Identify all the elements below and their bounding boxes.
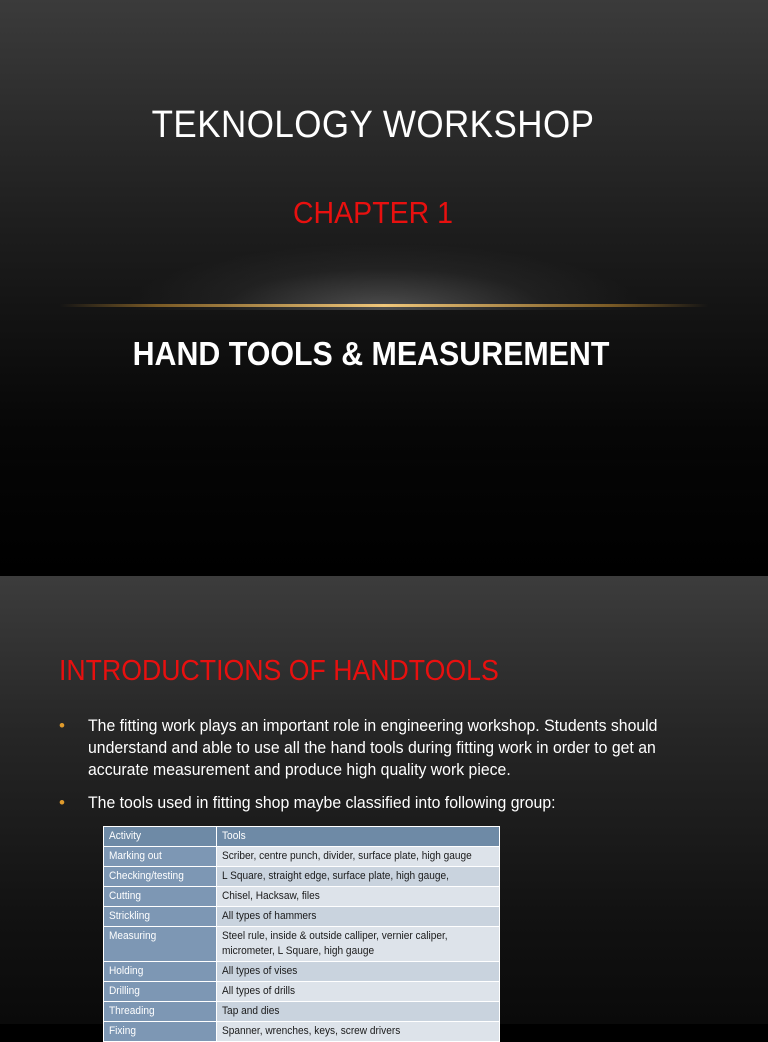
activity-cell [104, 867, 217, 887]
activity-text: Measuring [109, 930, 157, 942]
table-row [104, 867, 500, 887]
tools-text: All types of drills [222, 985, 296, 997]
activity-text: Threading [109, 1005, 155, 1017]
activity-cell [104, 962, 217, 982]
table-row [104, 982, 500, 1002]
tools-text: Chisel, Hacksaw, files [222, 890, 321, 902]
bullet-item [59, 792, 709, 814]
activity-text: Checking/testing [109, 870, 184, 882]
activity-cell [104, 847, 217, 867]
tools-text: L Square, straight edge, surface plate, high gauge, [222, 870, 450, 882]
header-text: Activity [109, 830, 142, 842]
tools-text: Spanner, wrenches, keys, screw drivers [222, 1025, 401, 1037]
column-header-activity [104, 827, 217, 847]
tools-text: All types of hammers [222, 910, 317, 922]
activity-text: Fixing [109, 1025, 136, 1037]
tools-cell [217, 907, 500, 927]
activity-cell [104, 927, 217, 962]
tools-text: All types of vises [222, 965, 298, 977]
table-header-row [104, 827, 500, 847]
table-row [104, 1002, 500, 1022]
activity-cell [104, 982, 217, 1002]
activity-text: Cutting [109, 890, 142, 902]
activity-text: Marking out [109, 850, 162, 862]
bullet-dot-icon: • [59, 793, 65, 812]
table-row [104, 887, 500, 907]
tools-cell [217, 887, 500, 907]
bullet-text: The tools used in fitting shop maybe classified into following group: [88, 793, 556, 812]
gold-divider-line [60, 304, 708, 307]
tools-cell [217, 867, 500, 887]
activity-text: Strickling [109, 910, 151, 922]
tools-text: Scriber, centre punch, divider, surface plate, high gauge [222, 850, 473, 862]
content-slide [0, 576, 768, 1037]
table-row [104, 907, 500, 927]
spotlight-glow [130, 245, 638, 310]
activity-cell [104, 1022, 217, 1042]
tools-cell [217, 1002, 500, 1022]
slide-subtitle: HAND TOOLS & MEASUREMENT [132, 335, 610, 372]
tools-cell [217, 927, 500, 962]
column-header-tools [217, 827, 500, 847]
tools-cell [217, 847, 500, 867]
tools-text: Tap and dies [222, 1005, 280, 1017]
bullet-list [59, 715, 709, 825]
tools-text: micrometer, L Square, high gauge [222, 945, 375, 957]
slide-title: TEKNOLOGY WORKSHOP [151, 104, 595, 146]
tools-cell [217, 1022, 500, 1042]
activity-cell [104, 887, 217, 907]
tools-text: Steel rule, inside & outside calliper, vernier caliper, [222, 930, 449, 942]
table-row [104, 962, 500, 982]
tools-cell [217, 982, 500, 1002]
slide-heading: INTRODUCTIONS OF HANDTOOLS [59, 655, 499, 687]
table-row [104, 847, 500, 867]
bullet-dot-icon: • [59, 716, 65, 735]
activity-cell [104, 907, 217, 927]
bullet-item [59, 715, 709, 781]
tools-cell [217, 962, 500, 982]
activity-text: Drilling [109, 985, 140, 997]
table-row [104, 927, 500, 962]
table-row [104, 1022, 500, 1042]
activity-text: Holding [109, 965, 144, 977]
tools-table [103, 826, 500, 1042]
bullet-text: The fitting work plays an important role in engineering workshop. Students should understand and able to use all the hand tools during fitting work in order to get an accurate measurement and produce high quality work piece. [88, 716, 658, 779]
activity-cell [104, 1002, 217, 1022]
chapter-label: CHAPTER 1 [292, 195, 454, 230]
header-text: Tools [222, 830, 247, 842]
